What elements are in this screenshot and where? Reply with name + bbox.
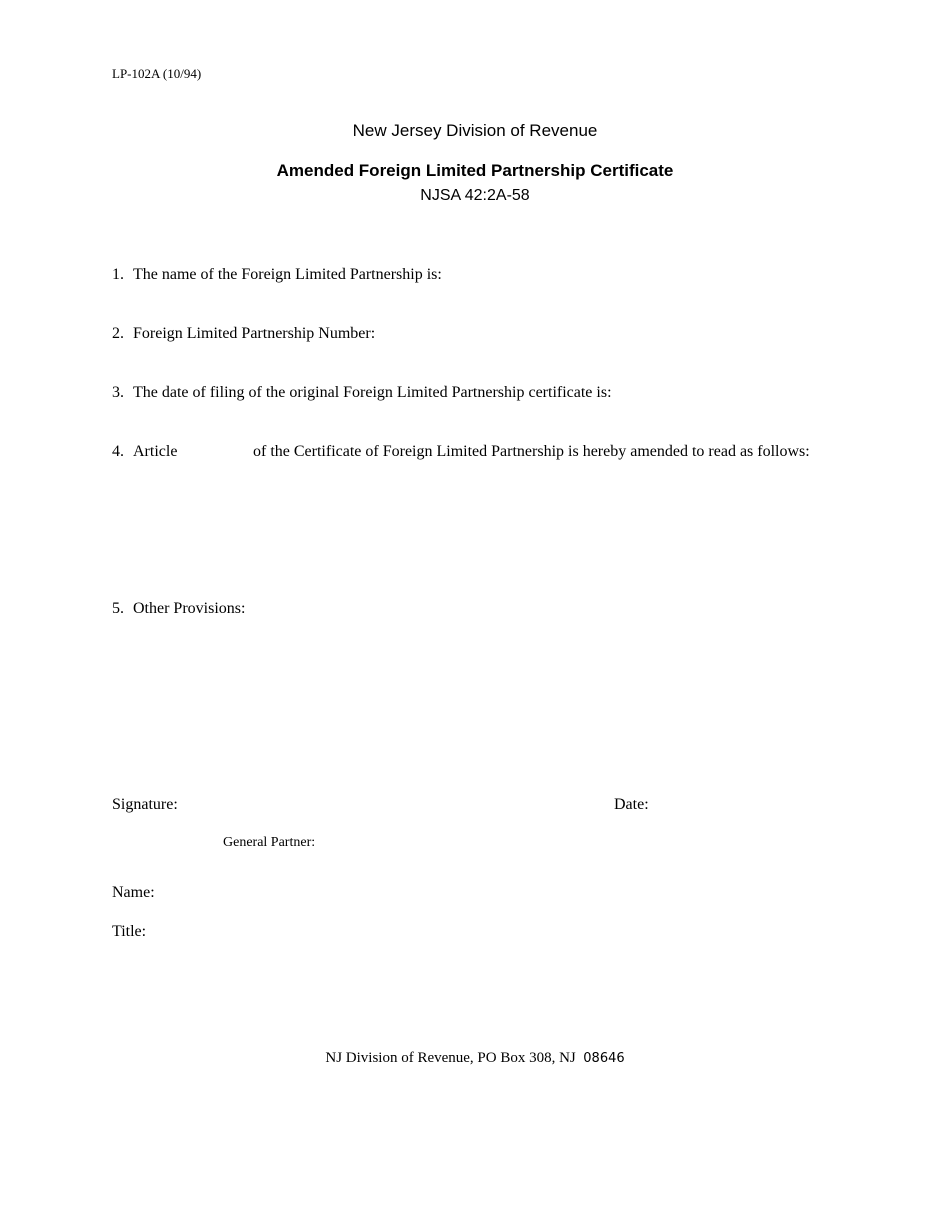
item-number: 3.	[112, 384, 124, 401]
item-text: Other Provisions:	[133, 600, 246, 617]
footer-address	[0, 1050, 950, 1067]
item-partnership-number	[112, 325, 375, 343]
statute-reference: NJSA 42:2A-58	[420, 187, 530, 204]
item-number: 4.	[112, 443, 124, 460]
item-number: 2.	[112, 325, 124, 342]
form-code: LP-102A (10/94)	[112, 66, 202, 81]
item-text: Foreign Limited Partnership Number:	[133, 325, 376, 342]
item-text: The date of filing of the original Foreign Limited Partnership certificate is:	[133, 384, 612, 401]
item-text-before: Article	[133, 443, 178, 460]
item-partnership-name	[112, 266, 442, 284]
agency-name: New Jersey Division of Revenue	[352, 121, 598, 140]
item-text-after: of the Certificate of Foreign Limited Partnership is hereby amended to read as follows:	[253, 443, 810, 460]
title-label: Title:	[112, 923, 147, 940]
item-original-filing-date	[112, 384, 612, 402]
item-text: The name of the Foreign Limited Partnership is:	[133, 266, 442, 283]
footer-address-text: NJ Division of Revenue, PO Box 308, NJ	[325, 1050, 576, 1066]
item-other-provisions	[112, 600, 245, 618]
signature-label: Signature:	[112, 796, 178, 813]
footer-zip: 08646	[583, 1051, 625, 1066]
date-label: Date:	[614, 796, 649, 813]
name-label: Name:	[112, 884, 155, 901]
item-number: 5.	[112, 600, 124, 617]
item-article-amendment	[112, 443, 177, 461]
item-number: 1.	[112, 266, 124, 283]
general-partner-label: General Partner:	[223, 835, 316, 850]
document-title: Amended Foreign Limited Partnership Certificate	[276, 161, 674, 180]
